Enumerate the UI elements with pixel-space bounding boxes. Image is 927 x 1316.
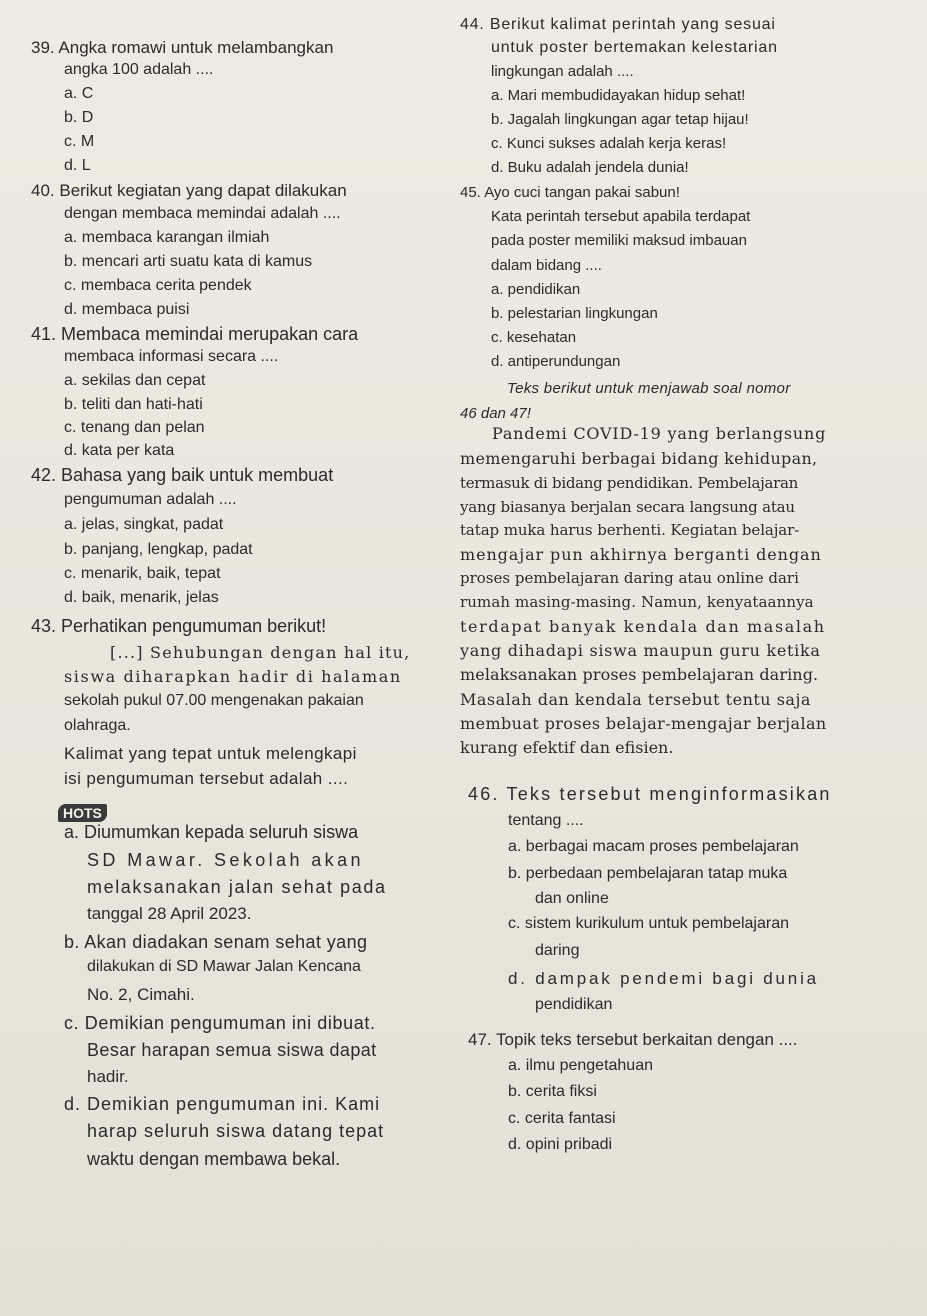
option-41-b[interactable]: b. teliti dan hati-hati xyxy=(64,396,203,413)
passage-line-11: melaksanakan proses pembelajaran daring. xyxy=(460,665,819,684)
option-40-d[interactable]: d. membaca puisi xyxy=(64,301,190,318)
announcement-line-1: [...] Sehubungan dengan hal itu, xyxy=(110,643,411,662)
question-45-stem-3: pada poster memiliki maksud imbauan xyxy=(491,232,747,249)
option-40-b[interactable]: b. mencari arti suatu kata di kamus xyxy=(64,253,313,270)
option-45-a[interactable]: a. pendidikan xyxy=(491,281,581,298)
passage-line-3: termasuk di bidang pendidikan. Pembelajaran xyxy=(460,474,798,492)
option-43-a-line-3: melaksanakan jalan sehat pada xyxy=(87,877,387,897)
option-42-d[interactable]: d. baik, menarik, jelas xyxy=(64,589,219,606)
option-46-c[interactable]: c. sistem kurikulum untuk pembelajaran xyxy=(508,915,790,932)
passage-line-5: tatap muka harus berhenti. Kegiatan belajar- xyxy=(460,521,800,539)
option-46-a[interactable]: a. berbagai macam proses pembelajaran xyxy=(508,838,799,855)
question-39-stem: 39. Angka romawi untuk melambangkan xyxy=(31,38,334,57)
question-40-stem-cont: dengan membaca memindai adalah .... xyxy=(64,205,341,222)
question-45-stem: 45. Ayo cuci tangan pakai sabun! xyxy=(460,184,680,201)
passage-line-13: membuat proses belajar-mengajar berjalan xyxy=(460,714,827,733)
question-41-stem: 41. Membaca memindai merupakan cara xyxy=(31,324,359,344)
option-43-c[interactable]: c. Demikian pengumuman ini dibuat. xyxy=(64,1013,376,1033)
question-43-prompt-2: isi pengumuman tersebut adalah .... xyxy=(64,769,349,788)
option-43-a[interactable]: a. Diumumkan kepada seluruh siswa xyxy=(64,822,359,842)
option-43-b[interactable]: b. Akan diadakan senam sehat yang xyxy=(64,932,368,952)
passage-line-14: kurang efektif dan efisien. xyxy=(460,738,674,757)
option-46-d[interactable]: d. dampak pendemi bagi dunia xyxy=(508,969,819,988)
question-41-stem-cont: membaca informasi secara .... xyxy=(64,348,279,365)
question-39-stem-cont: angka 100 adalah .... xyxy=(64,61,214,78)
option-44-c[interactable]: c. Kunci sukses adalah kerja keras! xyxy=(491,135,727,152)
option-47-d[interactable]: d. opini pribadi xyxy=(508,1136,613,1153)
passage-line-10: yang dihadapi siswa maupun guru ketika xyxy=(460,641,821,660)
option-44-d[interactable]: d. Buku adalah jendela dunia! xyxy=(491,159,689,176)
option-45-b[interactable]: b. pelestarian lingkungan xyxy=(491,305,658,322)
question-44-stem: 44. Berikut kalimat perintah yang sesuai xyxy=(460,16,776,33)
question-47-stem: 47. Topik teks tersebut berkaitan dengan .... xyxy=(468,1030,798,1049)
option-45-c[interactable]: c. kesehatan xyxy=(491,329,577,346)
option-39-d[interactable]: d. L xyxy=(64,157,91,174)
option-43-d-line-2: harap seluruh siswa datang tepat xyxy=(87,1121,385,1141)
question-43-stem: 43. Perhatikan pengumuman berikut! xyxy=(31,616,327,636)
question-45-stem-4: dalam bidang .... xyxy=(491,257,602,274)
question-43-prompt-1: Kalimat yang tepat untuk melengkapi xyxy=(64,744,357,763)
option-41-d[interactable]: d. kata per kata xyxy=(64,442,175,459)
option-40-c[interactable]: c. membaca cerita pendek xyxy=(64,277,252,294)
option-43-b-line-2: dilakukan di SD Mawar Jalan Kencana xyxy=(87,958,361,975)
option-41-c[interactable]: c. tenang dan pelan xyxy=(64,419,205,436)
announcement-line-4: olahraga. xyxy=(64,717,131,734)
question-44-stem-3: lingkungan adalah .... xyxy=(491,63,634,80)
option-47-b[interactable]: b. cerita fiksi xyxy=(508,1083,597,1100)
instruction-line-1: Teks berikut untuk menjawab soal nomor xyxy=(507,380,791,397)
option-46-b-line-2: dan online xyxy=(535,890,609,907)
option-44-a[interactable]: a. Mari membudidayakan hidup sehat! xyxy=(491,87,746,104)
option-42-c[interactable]: c. menarik, baik, tepat xyxy=(64,565,221,582)
option-42-b[interactable]: b. panjang, lengkap, padat xyxy=(64,541,253,558)
option-42-a[interactable]: a. jelas, singkat, padat xyxy=(64,516,224,533)
question-45-stem-2: Kata perintah tersebut apabila terdapat xyxy=(491,208,751,225)
option-41-a[interactable]: a. sekilas dan cepat xyxy=(64,372,206,389)
option-39-c[interactable]: c. M xyxy=(64,133,95,150)
option-45-d[interactable]: d. antiperundungan xyxy=(491,353,621,370)
passage-line-4: yang biasanya berjalan secara langsung atau xyxy=(460,498,795,516)
option-43-d[interactable]: d. Demikian pengumuman ini. Kami xyxy=(64,1094,381,1114)
option-40-a[interactable]: a. membaca karangan ilmiah xyxy=(64,229,270,246)
passage-line-12: Masalah dan kendala tersebut tentu saja xyxy=(460,690,811,709)
passage-line-1: Pandemi COVID-19 yang berlangsung xyxy=(492,424,827,443)
option-43-c-line-3: hadir. xyxy=(87,1067,129,1086)
instruction-line-2: 46 dan 47! xyxy=(460,405,531,422)
option-47-a[interactable]: a. ilmu pengetahuan xyxy=(508,1057,653,1074)
question-46-stem-2: tentang .... xyxy=(508,812,584,829)
option-43-a-line-2: SD Mawar. Sekolah akan xyxy=(87,850,364,870)
question-42-stem-cont: pengumuman adalah .... xyxy=(64,491,237,508)
passage-line-6: mengajar pun akhirnya berganti dengan xyxy=(460,545,822,564)
option-46-d-line-2: pendidikan xyxy=(535,996,613,1013)
hots-badge: HOTS xyxy=(58,804,107,822)
question-46-stem: 46. Teks tersebut menginformasikan xyxy=(468,784,832,804)
passage-line-2: memengaruhi berbagai bidang kehidupan, xyxy=(460,449,818,468)
option-39-b[interactable]: b. D xyxy=(64,109,94,126)
announcement-line-2: siswa diharapkan hadir di halaman xyxy=(64,667,402,686)
question-40-stem: 40. Berikut kegiatan yang dapat dilakukan xyxy=(31,181,347,200)
option-43-b-line-3: No. 2, Cimahi. xyxy=(87,985,195,1004)
question-44-stem-2: untuk poster bertemakan kelestarian xyxy=(491,39,778,56)
option-46-c-line-2: daring xyxy=(535,942,580,959)
option-47-c[interactable]: c. cerita fantasi xyxy=(508,1110,616,1127)
passage-line-7: proses pembelajaran daring atau online dari xyxy=(460,569,799,587)
passage-line-8: rumah masing-masing. Namun, kenyataannya xyxy=(460,593,814,611)
announcement-line-3: sekolah pukul 07.00 mengenakan pakaian xyxy=(64,692,364,709)
option-43-a-line-4: tanggal 28 April 2023. xyxy=(87,904,252,923)
option-39-a[interactable]: a. C xyxy=(64,85,94,102)
question-42-stem: 42. Bahasa yang baik untuk membuat xyxy=(31,465,334,485)
option-43-c-line-2: Besar harapan semua siswa dapat xyxy=(87,1040,377,1060)
passage-line-9: terdapat banyak kendala dan masalah xyxy=(460,617,826,636)
option-46-b[interactable]: b. perbedaan pembelajaran tatap muka xyxy=(508,865,788,882)
option-44-b[interactable]: b. Jagalah lingkungan agar tetap hijau! xyxy=(491,111,749,128)
option-43-d-line-3: waktu dengan membawa bekal. xyxy=(87,1149,341,1169)
